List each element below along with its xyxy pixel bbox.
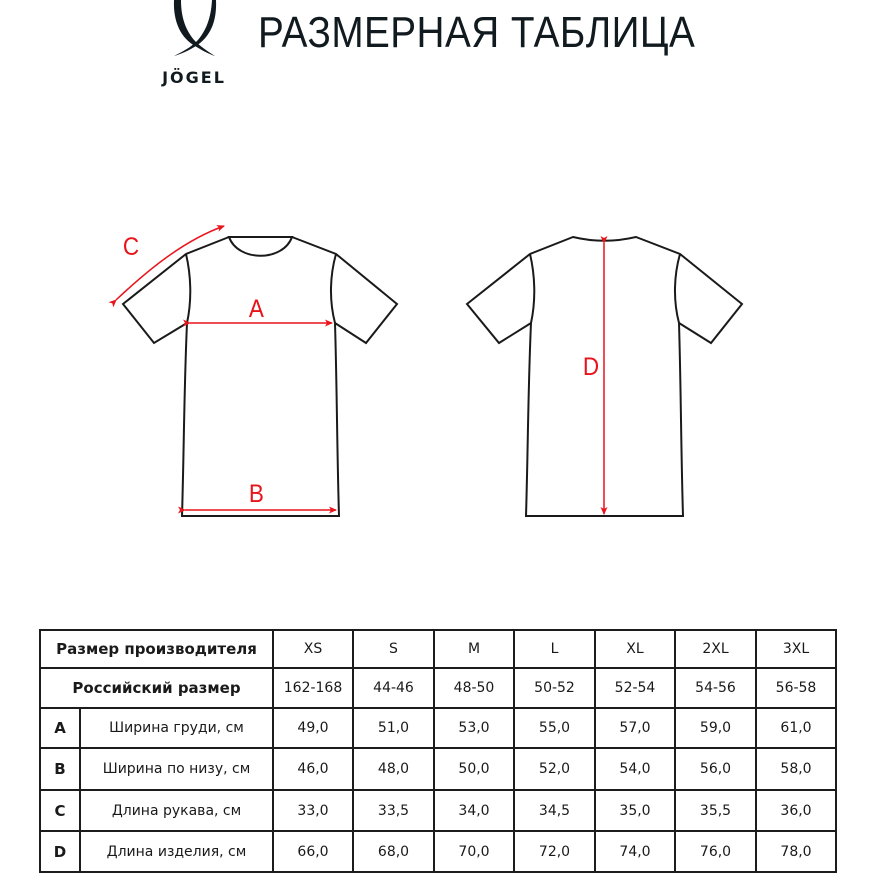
russian-size-cell: 44-46 <box>353 668 434 708</box>
value-cell: 36,0 <box>756 790 836 831</box>
label-c: C <box>122 233 140 261</box>
value-cell: 57,0 <box>595 708 675 748</box>
front-measurement-arrows <box>116 226 336 510</box>
header-label: Размер производителя <box>40 630 273 668</box>
row-letter: A <box>40 708 80 748</box>
value-cell: 66,0 <box>273 831 353 872</box>
size-header: L <box>514 630 595 668</box>
size-header: XL <box>595 630 675 668</box>
value-cell: 33,5 <box>353 790 434 831</box>
row-label: Ширина по низу, см <box>80 748 273 790</box>
value-cell: 54,0 <box>595 748 675 790</box>
russian-size-cell: 56-58 <box>756 668 836 708</box>
label-a: A <box>248 295 264 323</box>
value-cell: 56,0 <box>675 748 756 790</box>
page-title: РАЗМЕРНАЯ ТАБЛИЦА <box>258 8 696 57</box>
russian-size-label: Российский размер <box>40 668 273 708</box>
table-row <box>40 708 836 748</box>
russian-size-cell: 162-168 <box>273 668 353 708</box>
value-cell: 68,0 <box>353 831 434 872</box>
russian-size-cell: 48-50 <box>434 668 514 708</box>
size-header: M <box>434 630 514 668</box>
value-cell: 34,0 <box>434 790 514 831</box>
value-cell: 35,5 <box>675 790 756 831</box>
value-cell: 34,5 <box>514 790 595 831</box>
brand-name: JÖGEL <box>162 68 226 87</box>
table-row <box>40 831 836 872</box>
value-cell: 33,0 <box>273 790 353 831</box>
russian-size-cell: 50-52 <box>514 668 595 708</box>
value-cell: 51,0 <box>353 708 434 748</box>
row-label: Длина рукава, см <box>80 790 273 831</box>
row-label: Ширина груди, см <box>80 708 273 748</box>
size-header: 3XL <box>756 630 836 668</box>
size-header: S <box>353 630 434 668</box>
value-cell: 59,0 <box>675 708 756 748</box>
value-cell: 49,0 <box>273 708 353 748</box>
label-d: D <box>582 353 600 381</box>
row-letter: C <box>40 790 80 831</box>
table-row-russian-size <box>40 668 836 708</box>
value-cell: 55,0 <box>514 708 595 748</box>
table-row <box>40 748 836 790</box>
value-cell: 53,0 <box>434 708 514 748</box>
value-cell: 35,0 <box>595 790 675 831</box>
value-cell: 52,0 <box>514 748 595 790</box>
size-header: 2XL <box>675 630 756 668</box>
table-row <box>40 790 836 831</box>
value-cell: 70,0 <box>434 831 514 872</box>
value-cell: 58,0 <box>756 748 836 790</box>
value-cell: 74,0 <box>595 831 675 872</box>
row-letter: B <box>40 748 80 790</box>
value-cell: 50,0 <box>434 748 514 790</box>
value-cell: 61,0 <box>756 708 836 748</box>
value-cell: 46,0 <box>273 748 353 790</box>
row-label: Длина изделия, см <box>80 831 273 872</box>
front-tshirt-outline <box>122 233 397 516</box>
row-letter: D <box>40 831 80 872</box>
value-cell: 78,0 <box>756 831 836 872</box>
table-row-manufacturer-size <box>40 630 836 668</box>
size-table <box>39 629 837 873</box>
value-cell: 76,0 <box>675 831 756 872</box>
size-header: XS <box>273 630 353 668</box>
value-cell: 48,0 <box>353 748 434 790</box>
label-b: B <box>248 480 264 508</box>
russian-size-cell: 52-54 <box>595 668 675 708</box>
value-cell: 72,0 <box>514 831 595 872</box>
russian-size-cell: 54-56 <box>675 668 756 708</box>
